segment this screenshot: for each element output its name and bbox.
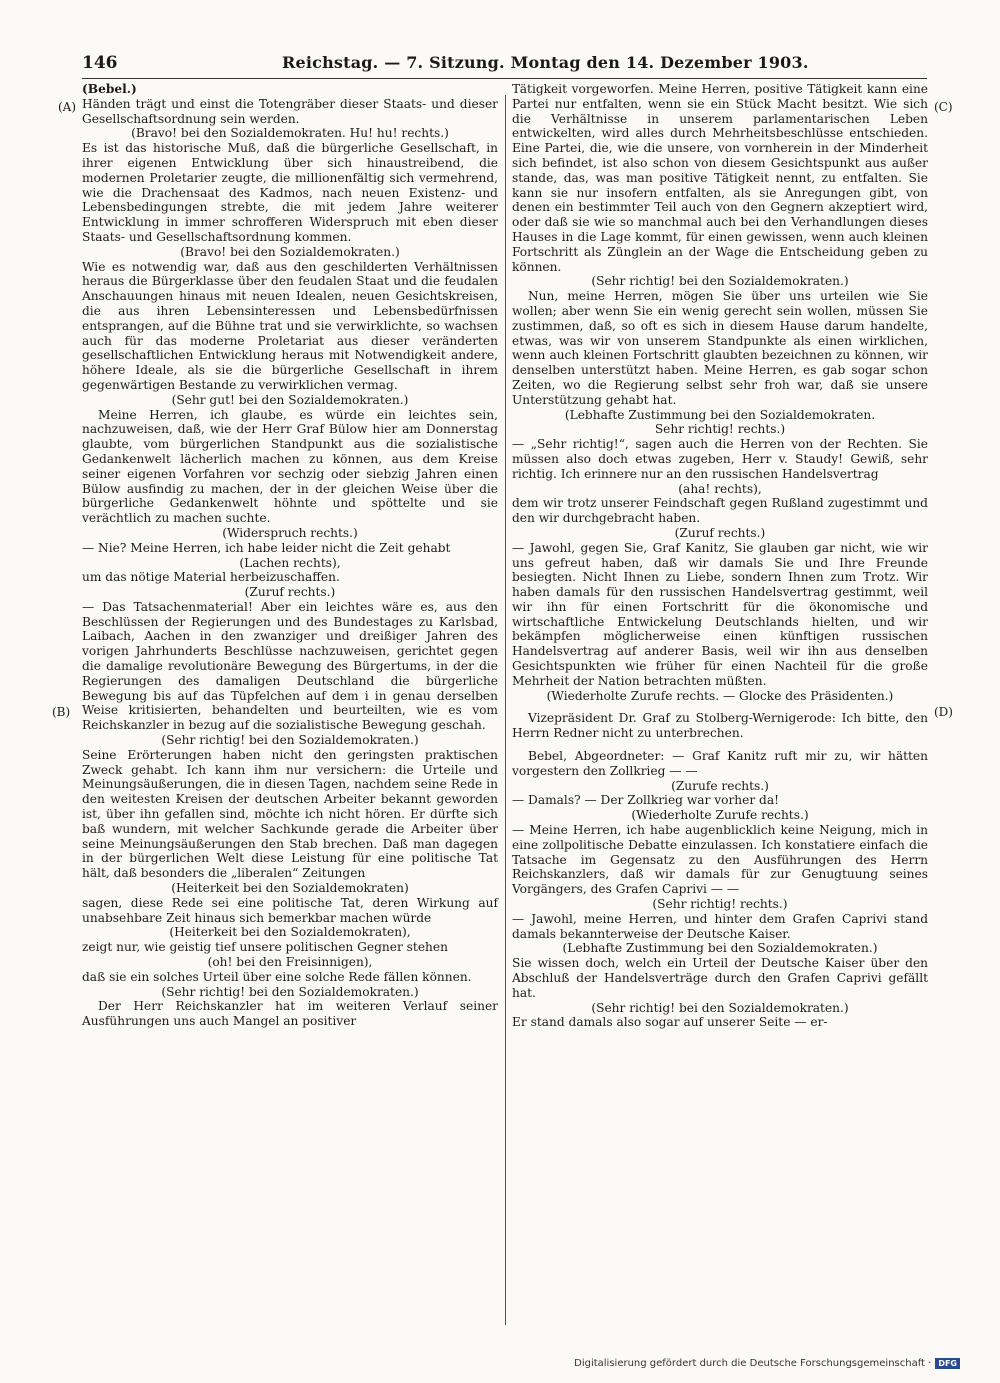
paragraph: (Sehr richtig! rechts.) (652, 897, 788, 912)
paragraph: Er stand damals also sogar auf unserer Seite — er- (512, 1015, 828, 1030)
paragraph: Händen trägt und einst die Totengräber dieser Staats- und dieser Gesellschaftsordnung sein werden. (82, 96, 498, 126)
paragraph: (Bebel.) (82, 82, 137, 96)
paragraph: (Bravo! bei den Sozialdemokraten. Hu! hu! rechts.) (131, 126, 449, 141)
paragraph: zeigt nur, wie geistig tief unsere politischen Gegner stehen (82, 940, 448, 955)
page-header (82, 50, 927, 80)
header-rule (82, 78, 927, 79)
paragraph: (Heiterkeit bei den Sozialdemokraten) (171, 881, 409, 896)
paragraph: Es ist das historische Muß, daß die bürgerliche Gesellschaft, in ihrer eigenen Entwicklung über sich hinaustreibend, die modernen Proletarier zeugte, die millionenfältig sich vermehrend, wie die Drachensaat des Kadmos, nach neuen Existenz- und Lebensbedingungen strebte, die mit jedem Jahre weiterer Entwicklung in immer schrofferen Widerspruch mit eben dieser Staats- und Gesellschaftsordnung kommen. (82, 141, 498, 244)
paragraph: — Jawohl, meine Herren, und hinter dem Grafen Caprivi stand damals bekannterweise der Deutsche Kaiser. (512, 911, 928, 941)
paragraph: (aha! rechts), (678, 481, 762, 496)
paragraph: Vizepräsident Dr. Graf zu Stolberg-Wernigerode: Ich bitte, den Herrn Redner nicht zu unterbrechen. (512, 711, 928, 741)
paragraph: Der Herr Reichskanzler hat im weiteren Verlauf seiner Ausführungen uns auch Mangel an positiver (82, 999, 498, 1029)
paragraph: (Lebhafte Zustimmung bei den Sozialdemokraten. (564, 407, 876, 422)
paragraph: — Das Tatsachenmaterial! Aber ein leichtes wäre es, aus den Beschlüssen der Regierungen und des Bundestages zu Karlsbad, Laibach, Aachen in den zwanziger und dreißiger Jahren des vorigen Jahrhunderts Beschlüsse nachzuweisen, gerichtet gegen die damalige revolutionäre Bewegung des Bürgertums, in der die Regierungen des damaligen Deutschland die bürgerliche Bewegung bis auf das Tüpfelchen auf dem i in genau derselben Weise kritisierten, behandelten und beurteilten, wie es vom Reichskanzler in bezug auf die sozialistische Bewegung geschah. (82, 599, 498, 733)
paragraph: (oh! bei den Freisinnigen), (207, 955, 373, 970)
paragraph: Meine Herren, ich glaube, es würde ein leichtes sein, nachzuweisen, daß, wie der Herr Graf Bülow hier am Donnerstag glaubte, vom bürgerlichen Standpunkt aus die sozialistische Gedankenwelt lächerlich machen zu können, aus dem Kreise seiner eigenen Vorfahren vor sechzig oder siebzig Jahren einen Bülow ausfindig zu machen, der in der gleichen Weise über die bürgerliche Gedankenwelt höhnte und spöttelte und sie verächtlich zu machen suchte. (82, 407, 498, 526)
paragraph: (Wiederholte Zurufe rechts. — Glocke des Präsidenten.) (546, 688, 894, 703)
paragraph: Sehr richtig! rechts.) (654, 422, 786, 437)
footer (574, 1358, 960, 1369)
paragraph: (Wiederholte Zurufe rechts.) (631, 808, 809, 823)
paragraph: Bebel, Abgeordneter: — Graf Kanitz ruft mir zu, wir hätten vorgestern den Zollkrieg — — (512, 749, 928, 778)
paragraph: — Nie? Meine Herren, ich habe leider nicht die Zeit gehabt (82, 540, 451, 555)
paragraph: Tätigkeit vorgeworfen. Meine Herren, positive Tätigkeit kann eine Partei nur entfalten, wenn sie ein Stück Macht besitzt. Wie sich die Verhältnisse in unserem parlamentarischen Leben entwickelten, wird alles durch Mehrheitsbeschlüsse entschieden. Eine Partei, die, wie die unsere, von vornherein in der Minderheit sich befindet, ist also schon von diesem Gesichtspunkt aus außer stande, das, was man positive Tätigkeit nennt, zu entfalten. Sie kann sie nur insofern entfalten, als sie Anregungen gibt, von denen ein bestimmter Teil auch von den Gegnern akzeptiert wird, oder daß sie wie so manchmal auch bei den Verhandlungen dieses Hauses in die Lage kommt, für einen gewissen, wenn auch kleinen Fortschritt als Zünglein an der Wage die Entscheidung geben zu können. (512, 82, 928, 274)
margin-marker-a: (A) (58, 100, 77, 114)
paragraph: dem wir trotz unserer Feindschaft gegen Rußland zugestimmt und den wir durchgebracht haben. (512, 496, 928, 526)
paragraph: (Sehr richtig! bei den Sozialdemokraten.) (591, 274, 849, 289)
paragraph: Nun, meine Herren, mögen Sie über uns urteilen wie Sie wollen; aber wenn Sie ein wenig gerecht sein wollen, müssen Sie zustimmen, daß, so oft es sich in diesem Hause darum handelte, etwas, was wir von unserem Standpunkte als einen wirklichen, wenn auch kleinen Fortschritt glaubten bezeichnen zu können, wir denselben unterstützt haben. Meine Herren, es gab sogar schon Zeiten, wo die Regierung selbst sehr froh war, daß sie unsere Unterstützung gehabt hat. (512, 289, 928, 407)
paragraph: (Bravo! bei den Sozialdemokraten.) (180, 244, 400, 259)
paragraph: (Zurufe rechts.) (671, 778, 769, 793)
margin-marker-b: (B) (52, 705, 71, 719)
paragraph: sagen, diese Rede sei eine politische Tat, deren Wirkung auf unabsehbare Zeit hinaus sich bemerkbar machen würde (82, 895, 498, 925)
paragraph: Wie es notwendig war, daß aus den geschilderten Verhältnissen heraus die Bürgerklasse über den feudalen Staat und die feudalen Anschauungen hinaus mit neuen Idealen, neuen Gesichtskreisen, die aus ihren Lebensinteressen und Lebensbedürfnissen entsprangen, auf die Bühne trat und sie verwirklichte, so wachsen auch für das moderne Proletariat aus dieser veränderten gesellschaftlichen Entwicklung heraus mit Notwendigkeit andere, höhere Ideale, als sie die bürgerliche Gesellschaft in ihrem gegenwärtigen Bestande zu verwirklichen vermag. (82, 259, 498, 392)
paragraph: (Heiterkeit bei den Sozialdemokraten), (169, 925, 411, 940)
paragraph: — Damals? — Der Zollkrieg war vorher da! (512, 793, 780, 808)
paragraph: (Lebhafte Zustimmung bei den Sozialdemokraten.) (562, 941, 878, 956)
paragraph: (Sehr richtig! bei den Sozialdemokraten.) (161, 984, 419, 999)
paragraph: (Widerspruch rechts.) (222, 525, 358, 540)
paragraph: (Sehr richtig! bei den Sozialdemokraten.) (591, 1000, 849, 1015)
paragraph: (Lachen rechts), (239, 555, 341, 570)
column-divider (505, 95, 506, 1325)
right-column (512, 82, 928, 1030)
paragraph: — Jawohl, gegen Sie, Graf Kanitz, Sie glauben gar nicht, wie wir uns gefreut haben, daß wir damals Sie und Ihre Freunde besiegten. Nicht Ihnen zu Liebe, sondern Ihnen zum Trotz. Wir haben damals für den russischen Handelsvertrag gestimmt, weil wir ihn für einen Fortschritt für die ökonomische und wirtschaftliche Entwickelung Deutschlands hielten, und wir bekämpfen möglicherweise einen künftigen russischen Handelsvertrag auf anderer Basis, weil wir ihn aus denselben Gesichtspunkten wie früher für einen Nachteil für die große Mehrheit der Nation betrachten müßten. (512, 540, 928, 688)
paragraph: Sie wissen doch, welch ein Urteil der Deutsche Kaiser über den Abschluß der Handelsverträge durch den Grafen Caprivi gefällt hat. (512, 956, 928, 1000)
paragraph: — „Sehr richtig!“, sagen auch die Herren von der Rechten. Sie müssen also doch etwas zugeben, Herr v. Staudy! Gewiß, sehr richtig. Ich erinnere nur an den russischen Handelsvertrag (512, 437, 928, 481)
paragraph: (Sehr gut! bei den Sozialdemokraten.) (171, 392, 409, 407)
left-column (82, 82, 498, 1029)
dfg-logo: DFG (935, 1358, 960, 1369)
paragraph: (Zuruf rechts.) (674, 525, 766, 540)
paragraph: — Meine Herren, ich habe augenblicklich keine Neigung, mich in eine zollpolitische Debatte einzulassen. Ich konstatiere einfach die Tatsache im Gegensatz zu den Ausführungen des Herrn Reichskanzlers, daß wir damals für zur Genugtuung seines Vorgängers, des Grafen Caprivi — — (512, 823, 928, 897)
running-title: Reichstag. — 7. Sitzung. Montag den 14. Dezember 1903. (282, 53, 809, 72)
footer-credit: Digitalisierung gefördert durch die Deutsche Forschungsgemeinschaft · (574, 1358, 932, 1369)
margin-marker-d: (D) (934, 705, 953, 719)
paragraph: daß sie ein solches Urteil über eine solche Rede fällen können. (82, 969, 472, 984)
paragraph: (Sehr richtig! bei den Sozialdemokraten.) (161, 733, 419, 748)
paragraph: Seine Erörterungen haben nicht den geringsten praktischen Zweck gehabt. Ich kann ihm nur versichern: die Urteile und Meinungsäußerungen, die in diesen Tagen, nachdem seine Rede in den weitesten Kreisen der deutschen Arbeiter bekannt geworden ist, über ihn gefallen sind, möchte ich nicht hören. Er dürfte sich baß wundern, mit welcher Sachkunde gerade die Arbeiter über seine Meinungsäußerungen den Stab brechen. Daß man dagegen in der bürgerlichen Welt diese Leistung für eine politische Tat hält, daß besonders die „liberalen“ Zeitungen (82, 747, 498, 881)
page-number: 146 (82, 53, 118, 73)
margin-marker-c: (C) (934, 100, 953, 114)
paragraph: um das nötige Material herbeizuschaffen. (82, 570, 340, 585)
paragraph: (Zuruf rechts.) (244, 585, 336, 600)
